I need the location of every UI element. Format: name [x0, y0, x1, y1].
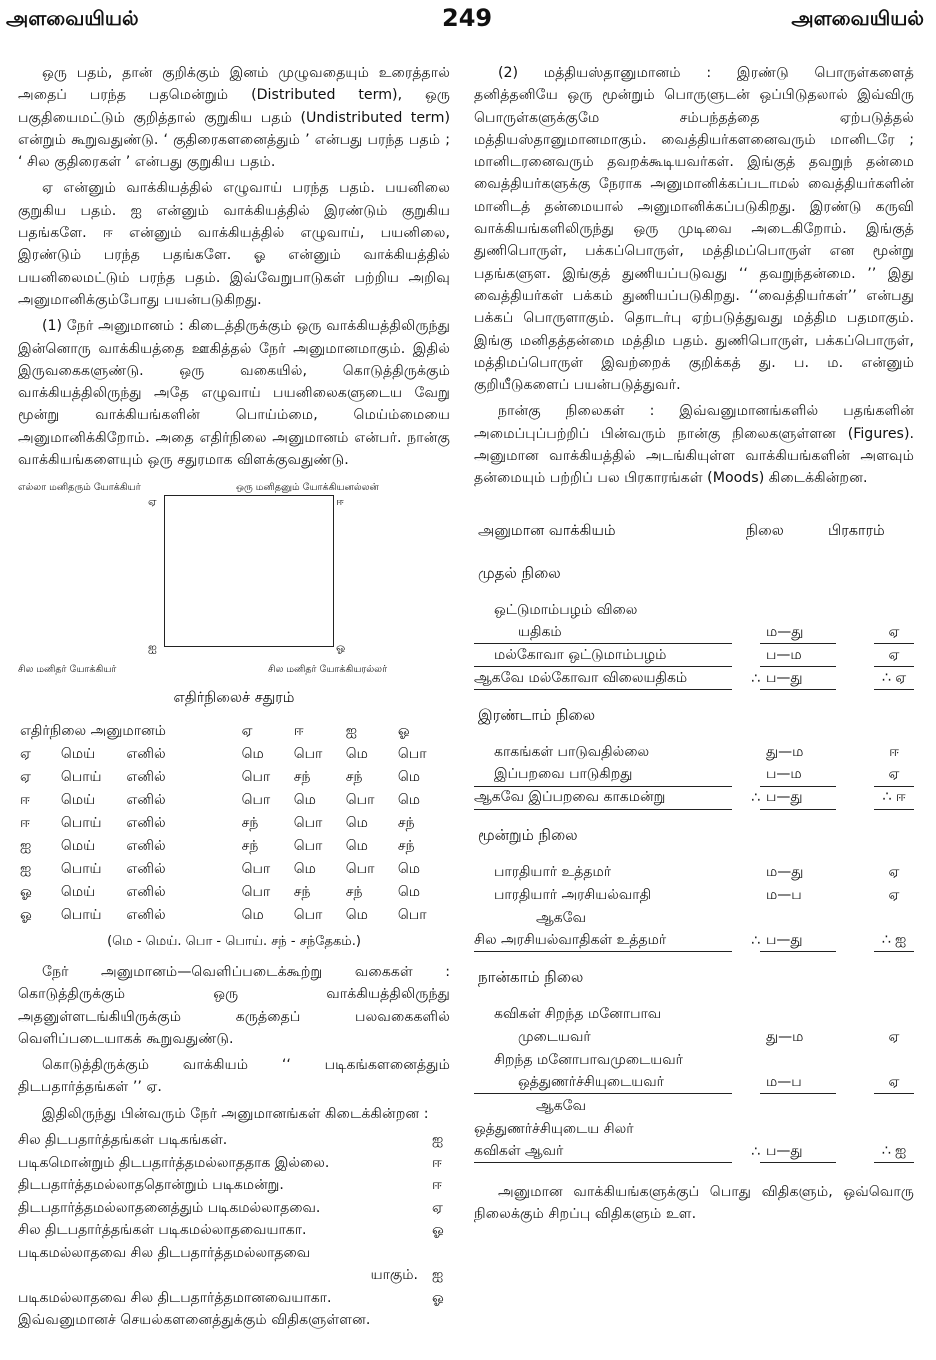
table-cell: மெ [345, 837, 368, 854]
therefore-symbol: ∴ [751, 670, 760, 687]
syllogism-mood: ஏ [874, 763, 914, 786]
table-cell: பொ [293, 906, 323, 923]
square-label-bottom-left: சில மனிதர் யோக்கியர் [18, 664, 117, 676]
left-column [18, 62, 450, 1335]
syllogism-text: ஒத்துணர்ச்சியுடையவர் [474, 1071, 732, 1094]
table-cell: பொ [241, 860, 271, 877]
table-cell: மெய் [60, 791, 96, 808]
syllogism-mood: ஏ [874, 621, 914, 644]
table-row [18, 743, 448, 766]
table-header-cell: ஓ [397, 722, 410, 739]
running-header-right: அளவையியல் [791, 6, 924, 30]
square-box [164, 495, 334, 647]
list-item-text: படிகமொன்றும் திடபதார்த்தமல்லாததாக இல்லை. [18, 1154, 330, 1171]
paragraph-given-proposition: கொடுத்திருக்கும் வாக்கியம் ‘‘ படிகங்களனைத்தும் திடபதார்த்தங்கள் ’’ ஏ. [18, 1057, 450, 1096]
table-cell: எனில் [126, 837, 166, 854]
table-note: (மெ - மெய். பொ - பொய். சந் - சந்தேகம்.) [107, 933, 361, 949]
table-cell: பொய் [60, 860, 102, 877]
table-row [18, 881, 448, 904]
table-row [18, 766, 448, 789]
list-item [18, 1242, 450, 1265]
table-cell: ஈ [20, 791, 30, 808]
list-item [18, 1197, 450, 1220]
list-item [18, 1129, 450, 1152]
table-cell: மெ [293, 791, 316, 808]
table-cell: சந் [397, 837, 415, 854]
syllogism-terms: ப—ம [760, 763, 836, 786]
paragraph-general-rules: அனுமான வாக்கியங்களுக்குப் பொது விதிகளும், ஒவ்வொரு நிலைக்கும் சிறப்பு விதிகளும் உள. [474, 1184, 914, 1223]
table-cell: ஓ [20, 906, 32, 923]
syllogism-text: சிறந்த மனோபாவமுடையவர் [494, 1051, 683, 1068]
syllogism-text: முடையவர் [518, 1028, 591, 1045]
syllogism-text: கவிகள் சிறந்த மனோபாவ [494, 1005, 662, 1022]
square-corner-o: ஓ [336, 641, 346, 655]
paragraph-rules-note: இவ்வனுமானச் செயல்களனைத்துக்கும் விதிகளுள்ளன. [18, 1312, 371, 1329]
square-caption: எதிர்நிலைச் சதுரம் [173, 690, 295, 707]
table-cell: சந் [241, 837, 259, 854]
table-cell: எனில் [126, 745, 166, 762]
syllogism-line [474, 1140, 914, 1163]
table-cell: எனில் [126, 906, 166, 923]
square-of-opposition [18, 477, 450, 677]
table-cell: ஈ [20, 814, 30, 831]
table-cell: மெ [397, 883, 421, 900]
syllogism-line [474, 906, 914, 929]
paragraph-direct-inference: (1) நேர் அனுமானம் : கிடைத்திருக்கும் ஒரு வாக்கியத்திலிருந்து இன்னொரு வாக்கியத்தை ஊகித்தல் நேர் அனுமானமாகும். இதில் இருவகைகளுண்டு. ஒரு வகையில், கொடுத்திருக்கும் வாக்கியத்திலிருந்து அதே எழுவாய் பயனிலைகளுடைய வேறு மூன்று வாக்கியங்களின் பொய்ம்மை, மெய்ம்மையை அனுமானிக்கிறோம். அதை எதிர்நிலை அனுமானம் என்பர். நான்கு வாக்கியங்களையும் ஒரு சதுரமாக விளக்குவதுண்டு. [18, 318, 450, 469]
list-item-form: ஈ [432, 1177, 442, 1194]
table-cell: மெ [397, 860, 421, 877]
syllogism-text: கவிகள் ஆவர் [474, 1140, 732, 1163]
running-header-left: அளவையியல் [6, 6, 139, 30]
syllogism-terms: ம—ப [760, 1071, 836, 1094]
list-item-form: ஏ [432, 1199, 443, 1216]
square-corner-a: ஏ [148, 495, 157, 509]
list-item-form [432, 1242, 450, 1265]
table-cell: மெ [345, 906, 368, 923]
therefore-symbol: ∴ [751, 932, 760, 949]
syllogism-terms: து—ம [766, 744, 804, 761]
page-number: 249 [442, 4, 493, 32]
table-body [18, 743, 448, 927]
syllogism-terms: ம—ப [766, 886, 802, 903]
list-item [18, 1174, 450, 1197]
syllogism-terms: து—ம [766, 1028, 804, 1045]
list-item [18, 1152, 450, 1175]
syllogism-text: ஆகவே மல்கோவா விலையதிகம் [474, 667, 732, 690]
table-cell: பொ [397, 906, 427, 923]
paragraph-term-distribution: ஏ என்னும் வாக்கியத்தில் எழுவாய் பரந்த பதம். பயனிலை குறுகிய பதம். ஐ என்னும் வாக்கியத்தில் இரண்டும் குறுகிய பதங்களே. ஈ என்னும் வாக்கியத்தில் எழுவாய், பயனிலை, இரண்டும் பரந்த பதங்களே. ஓ என்னும் வாக்கியத்தில் பயனிலைமட்டும் பரந்த பதம். இவ்வேறுபாடுகள் பற்றிய அறிவு அனுமானிக்கும்போது பயன்படுகிறது. [18, 180, 450, 308]
syllogism-text: யதிகம் [474, 621, 732, 644]
table-cell: பொ [241, 768, 271, 785]
figure-header-col3: பிரகாரம் [828, 522, 885, 539]
table-cell: ஓ [20, 883, 32, 900]
syllogism-mood: ஏ [888, 863, 900, 880]
list-item-form: ஓ [432, 1289, 444, 1306]
table-cell: பொய் [60, 768, 102, 785]
syllogism-line [474, 1117, 914, 1140]
syllogism-line [474, 764, 914, 787]
syllogism-text: ஒட்டுமாம்பழம் விலை [494, 601, 638, 618]
inference-list [18, 1129, 450, 1309]
table-row [18, 904, 448, 927]
syllogism-line [474, 787, 914, 810]
list-item [18, 1264, 450, 1287]
table-cell: சந் [397, 814, 415, 831]
paragraph-mediate-inference: (2) மத்தியஸ்தானுமானம் : இரண்டு பொருள்களைத் தனித்தனியே ஒரு மூன்றும் பொருளுடன் ஒப்பிடுதலால் இவ்விரு பொருள்களுக்குமே சம்பந்தத்தை ஏற்படுத்தல் மத்தியஸ்தானுமானமாகும். வைத்தியர்களனைவரும் மானிடரே ; மானிடரனைவரும் தவறக்கூடியவர்கள். இங்குத் தவறுந் தன்மை வைத்தியர்களுக்கு நேராக அனுமானிக்கப்படாமல் வைத்தியர்களின் மானிடத் தன்மையால் அனுமானிக்கப்படுகிறது. இரண்டு கருவி வாக்கியங்களிலிருந்து ஒரு முடிவை அடைகிறோம். இங்குத் துணிபொருள், பக்கப்பொருள், மத்திமப்பொருள் என மூன்று பதங்களுள. இங்குத் துணியப்படுவது ‘‘ தவறுந்தன்மை. ’’ இது வைத்தியர்கள் பக்கம் துணியப்படுகிறது. ‘‘வைத்தியர்கள்’’ என்பது பக்கப் பொருளாகும். தொடர்பு ஏற்படுத்துவது மத்திம பதமாகும். இங்கு மனிதத்தன்மை மத்திம பதம். துணிபொருள், பக்கப்பொருள், மத்திமப்பொருள் இவற்றைக் குறிக்கத் து. ப. ம. என்னும் குறியீடுகளைப் பயன்படுத்துவர். [474, 65, 914, 394]
table-cell: சந் [241, 814, 259, 831]
syllogism-mood: ∴ ஈ [874, 786, 914, 809]
syllogism-line [474, 1025, 914, 1048]
paragraph-following-inferences: இதிலிருந்து பின்வரும் நேர் அனுமானங்கள் கிடைக்கின்றன : [42, 1105, 429, 1122]
figure-title: முதல் நிலை [478, 563, 561, 582]
syllogism-line [474, 1071, 914, 1094]
table-cell: பொ [293, 837, 323, 854]
table-cell: எனில் [126, 883, 166, 900]
table-cell: மெய் [60, 837, 96, 854]
syllogism-text: சில அரசியல்வாதிகள் உத்தமர் [474, 929, 732, 952]
figure-header-col2: நிலை [746, 522, 784, 539]
table-cell: மெய் [60, 883, 96, 900]
paragraph-distributed-term: ஒரு பதம், தான் குறிக்கும் இனம் முழுவதையும் உரைத்தால் அதைப் பரந்த பதமென்றும் (Distributed term), ஒரு பகுதியைமட்டும் குறித்தால் குறுகிய பதம் (Undistributed term) என்றும் கூறுவதுண்டு. ‘ குதிரைகளனைத்தும் ’ என்பது பரந்த பதம் ; ‘ சில குதிரைகள் ’ என்பது குறுகிய பதம். [18, 65, 450, 171]
therefore-symbol: ∴ [751, 790, 760, 807]
table-row [18, 789, 448, 812]
paragraph-four-figures: நான்கு நிலைகள் : இவ்வனுமானங்களில் பதங்களின் அமைப்புப்பற்றிப் பின்வரும் நான்கு நிலைகளுள்ளன (Figures). அனுமான வாக்கியத்தில் அடங்கியுள்ள வாக்கியங்களின் அளவும் தன்மையும் பற்றிப் பல பிரகாரங்கள் (Moods) கிடைக்கின்றன. [474, 403, 914, 487]
table-cell: பொ [293, 814, 323, 831]
syllogism-text: ஆகவே இப்பறவை காகமன்று [474, 786, 732, 809]
syllogism-line [474, 621, 914, 644]
syllogism-terms: ம—து [766, 863, 804, 880]
list-item-text: சில திடபதார்த்தங்கள் படிகங்கள். [18, 1132, 228, 1149]
syllogism-line [474, 1094, 914, 1117]
syllogism-terms: ம—து [760, 621, 836, 644]
syllogism-mood: ஏ [874, 1071, 914, 1094]
syllogism-terms: ப—து [760, 929, 836, 952]
syllogism-line [474, 598, 914, 621]
syllogism-terms: ப—து [760, 786, 836, 809]
list-item-form: ஈ [432, 1154, 442, 1171]
syllogism-text: ஆகவே [536, 1097, 586, 1114]
table-cell: மெ [241, 906, 264, 923]
table-cell: பொ [241, 791, 271, 808]
table-row [18, 835, 448, 858]
list-item-text: திடபதார்த்தமல்லாதனைத்தும் படிகமல்லாதவை. [18, 1199, 321, 1216]
table-cell: சந் [293, 768, 311, 785]
table-cell: சந் [345, 883, 363, 900]
syllogism-line [474, 1002, 914, 1025]
table-cell: ஏ [20, 768, 31, 785]
list-item-text: படிகமல்லாதவை சில திடபதார்த்தமானவையாகா. [18, 1289, 332, 1306]
table-cell: மெ [241, 745, 264, 762]
syllogism-line [474, 1048, 914, 1071]
square-label-bottom-right: சில மனிதர் யோக்கியரல்லர் [268, 664, 388, 676]
syllogism-line [474, 644, 914, 667]
syllogism-mood: ∴ ஐ [874, 929, 914, 952]
table-cell: ஐ [20, 860, 32, 877]
figure-title: நான்காம் நிலை [478, 967, 584, 986]
table-header-cell: ஏ [241, 722, 253, 739]
list-item-form: ஐ [432, 1267, 444, 1284]
table-cell: பொ [345, 791, 375, 808]
therefore-symbol: ∴ [751, 1143, 760, 1160]
table-cell: எனில் [126, 860, 166, 877]
square-label-top-right: ஒரு மனிதனும் யோக்கியனல்லன் [236, 482, 379, 494]
table-cell: எனில் [126, 814, 166, 831]
list-item-form: ஐ [432, 1132, 444, 1149]
syllogism-line [474, 883, 914, 906]
list-item-text: திடபதார்த்தமல்லாததொன்றும் படிகமன்று. [18, 1177, 284, 1194]
table-cell: சந் [293, 883, 311, 900]
table-cell: எனில் [126, 791, 166, 808]
square-label-top-left: எல்லா மனிதரும் யோக்கியர் [18, 482, 141, 494]
figure-header [478, 520, 914, 542]
figure-title: மூன்றும் நிலை [478, 825, 578, 844]
syllogism-text: பாரதியார் அரசியல்வாதி [494, 886, 652, 903]
table-cell: பொய் [60, 814, 102, 831]
opposition-table [18, 720, 448, 927]
figure-title: இரண்டாம் நிலை [478, 706, 596, 725]
table-cell: பொ [293, 745, 323, 762]
syllogism-line [474, 741, 914, 764]
syllogism-terms: ப—து [760, 1140, 836, 1163]
table-cell: மெய் [60, 745, 96, 762]
syllogism-text: மல்கோவா ஒட்டுமாம்பழம் [474, 644, 732, 667]
paragraph-explicit-types: நேர் அனுமானம்—வெளிப்படைக்கூற்று வகைகள் : கொடுத்திருக்கும் ஒரு வாக்கியத்திலிருந்து அதனுள்ளடங்கியிருக்கும் கருத்தைப் பலவகைகளில் வெளிப்படையாகக் கூறுவதுண்டு. [18, 963, 450, 1047]
list-item-text: படிகமல்லாதவை சில திடபதார்த்தமல்லாதவை [18, 1244, 311, 1261]
table-cell: மெ [397, 791, 421, 808]
table-row [18, 812, 448, 835]
table-header-row [18, 720, 448, 743]
table-header-cell: ஐ [345, 722, 358, 739]
table-cell: பொய் [60, 906, 102, 923]
square-corner-e: ஈ [336, 495, 344, 509]
table-cell: மெ [397, 768, 421, 785]
table-cell: எனில் [126, 768, 166, 785]
square-corner-i: ஐ [148, 641, 157, 655]
table-cell: மெ [345, 745, 368, 762]
syllogism-text: இப்பறவை பாடுகிறது [474, 763, 732, 786]
table-cell: ஏ [20, 745, 31, 762]
table-header-cell: எதிர்நிலை அனுமானம் [20, 722, 166, 739]
syllogism-line [474, 667, 914, 690]
table-row [18, 858, 448, 881]
list-item-text: யாகும். [370, 1267, 418, 1284]
list-item [18, 1287, 450, 1310]
table-header-cell: ஈ [293, 722, 304, 739]
syllogism-mood: ஏ [888, 1028, 900, 1045]
syllogism-mood: ஏ [874, 644, 914, 667]
list-item [18, 1219, 450, 1242]
figure-header-col1: அனுமான வாக்கியம் [478, 522, 616, 539]
syllogism-text: காகங்கள் பாடுவதில்லை [494, 744, 650, 761]
syllogism-text: ஆகவே [536, 909, 586, 926]
right-column [474, 62, 914, 1230]
syllogism-mood: ஈ [889, 744, 899, 761]
syllogism-mood: ஏ [888, 886, 900, 903]
syllogism-text: ஒத்துணர்ச்சியுடைய சிலர் [474, 1120, 634, 1137]
table-cell: பொ [397, 745, 427, 762]
syllogism-line [474, 929, 914, 952]
syllogism-terms: ப—து [760, 667, 836, 690]
table-cell: ஐ [20, 837, 32, 854]
list-item-form: ஓ [432, 1222, 444, 1239]
syllogism-line [474, 860, 914, 883]
table-cell: மெ [293, 860, 316, 877]
table-cell: சந் [345, 768, 363, 785]
table-cell: மெ [345, 814, 368, 831]
table-cell: பொ [345, 860, 375, 877]
table-cell: பொ [241, 883, 271, 900]
figures-section [474, 562, 914, 1163]
list-item-text: சில திடபதார்த்தங்கள் படிகமல்லாதவையாகா. [18, 1222, 307, 1239]
syllogism-mood: ∴ ஐ [874, 1140, 914, 1163]
syllogism-mood: ∴ ஏ [874, 667, 914, 690]
syllogism-text: பாரதியார் உத்தமர் [494, 863, 612, 880]
syllogism-terms: ப—ம [760, 644, 836, 667]
